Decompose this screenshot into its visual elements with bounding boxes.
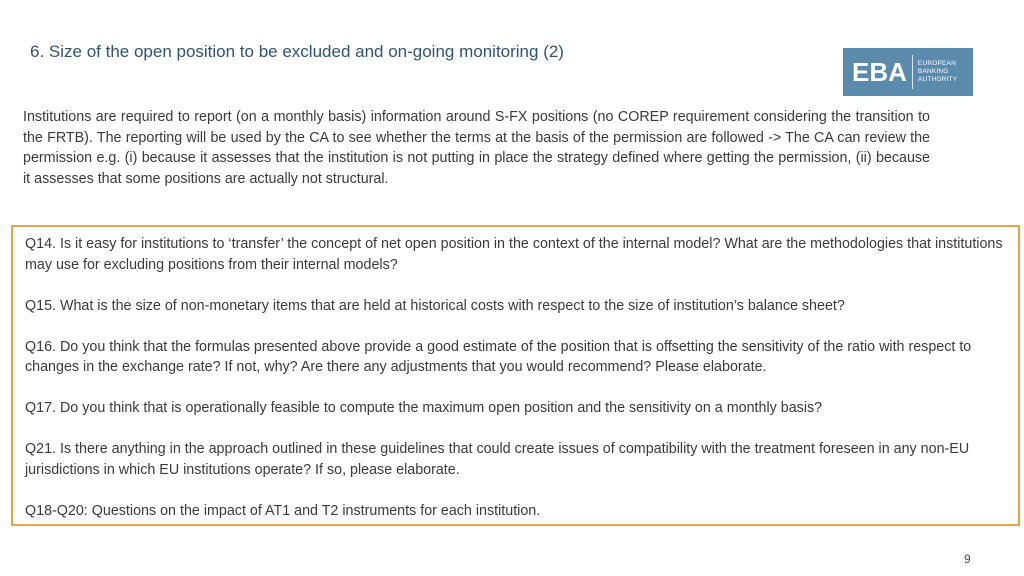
- logo-mark: EBA: [852, 56, 907, 87]
- question-q18-q20: Q18-Q20: Questions on the impact of AT1 and T2 instruments for each institution.: [25, 502, 541, 519]
- question-q14: Q14. Is it easy for institutions to ‘transfer’ the concept of net open position in the context of the internal model? What are the methodologies that institutions may use for excluding positions from their internal models?: [25, 236, 1003, 273]
- logo-wordmark: [918, 60, 957, 84]
- logo-line-authority: AUTHORITY: [917, 76, 958, 83]
- logo-divider: [912, 55, 913, 89]
- page-number: 9: [964, 552, 971, 566]
- eba-logo: [843, 48, 973, 96]
- question-q15: Q15. What is the size of non-monetary items that are held at historical costs with respect to the size of institution’s balance sheet?: [25, 297, 845, 314]
- questions-box: [11, 225, 1020, 526]
- question-q16: Q16. Do you think that the formulas presented above provide a good estimate of the position that is offsetting the sensitivity of the ratio with respect to changes in the exchange rate? If not, why? Are there any adjustments that you would recommend? Please elaborate.: [25, 338, 972, 376]
- logo-line-banking: BANKING: [917, 68, 949, 75]
- slide-title: 6. Size of the open position to be excluded and on-going monitoring (2): [30, 42, 564, 61]
- question-q17: Q17. Do you think that is operationally feasible to compute the maximum open position and the sensitivity on a monthly basis?: [25, 400, 823, 417]
- question-q21: Q21. Is there anything in the approach outlined in these guidelines that could create issues of compatibility with the treatment foreseen in any non-EU jurisdictions in which EU institutions operate? If so, please elaborate.: [25, 441, 970, 478]
- intro-paragraph: Institutions are required to report (on a monthly basis) information around S-FX positions (no COREP requirement considering the transition to the FRTB). The reporting will be used by the CA to see whether the terms at the basis of the permission are followed -> The CA can review the permission e.g. (i) because it assesses that the institution is not putting in place the strategy defined where getting the permission, (ii) because it assesses that some positions are actually not structural.: [23, 109, 930, 187]
- logo-line-european: EUROPEAN: [917, 60, 956, 67]
